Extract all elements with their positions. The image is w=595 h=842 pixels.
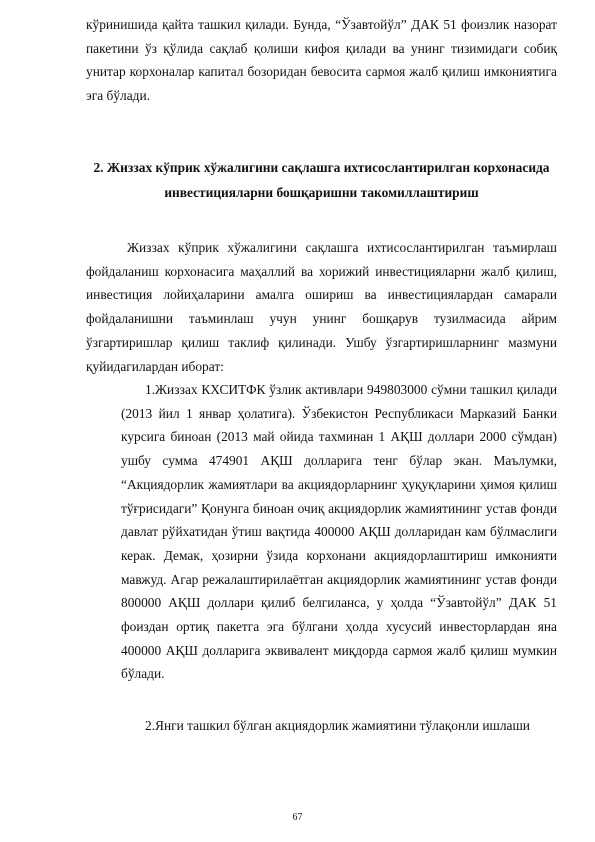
page-number: 67 (292, 812, 303, 823)
list-item-1: 1.Жиззах КХСИТФК ўзлик активлари 949803000 сўмни ташкил қилади (2013 йил 1 январ ҳолатига). Ўзбекистон Республикаси Марказий Банки курсига биноан (2013 май ойида тахминан 1 АҚШ доллари 2000 сўмдан) ушбу сумма 474901 АҚШ долларига тенг бўлар экан. Маълумки, “Акциядорлик жамиятлари ва акциядорларнинг ҳуқуқларини ҳимоя қилиш тўғрисидаги” Қонунга биноан очиқ акциядорлик жамиятининг устав фонди давлат рўйхатидан ўтиш вақтида 400000 АҚШ долларидан кам бўлмаслиги керак. Демак, ҳозирни ўзида корхонани акциядорлаштириш имконияти мавжуд. Агар режалаштирилаётган акциядорлик жамиятининг устав фонди 800000 АҚШ доллари қилиб белгиланса, у ҳолда “Ўзавтойўл” ДАК 51 фоиздан ортиқ пакетга эга бўлгани ҳолда хусусий инвесторлардан яна 400000 АҚШ долларига эквивалент миқдорда сармоя жалб қилиш мумкин бўлади. (121, 382, 557, 682)
section-heading: 2. Жиззах кўприк хўжалигини сақлашга ихтисослантирилган корхонасида инвестицияларни бошқаришни такомиллаштириш (93, 160, 550, 200)
paragraph-intro: кўринишида қайта ташкил қилади. Бунда, “Ўзавтойўл” ДАК 51 фоизлик назорат пакетини ўз қўлида сақлаб қолиши кифоя қилади ва унинг тизимидаги собиқ унитар корхоналар капитал бозоридан бевосита сармоя жалб қилиш имкониятига эга бўлади. (86, 17, 557, 104)
paragraph-proposal: Жиззах кўприк хўжалигини сақлашга ихтисослантирилган таъмирлаш фойдаланиш корхонасига маҳаллий ва хорижий инвестицияларни жалб қилиш, инвестиция лойиҳаларини амалга ошириш ва инвестициялардан самарали фойдаланишни таъминлаш учун унинг бошқарув тузилмасида айрим ўзгартиришлар қилиш таклиф қилинади. Ушбу ўзгартиришларнинг мазмуни қуйидагилардан иборат: (86, 240, 557, 374)
list-item-2: 2.Янги ташкил бўлган акциядорлик жамиятини тўлақонли ишлаши (145, 718, 530, 733)
